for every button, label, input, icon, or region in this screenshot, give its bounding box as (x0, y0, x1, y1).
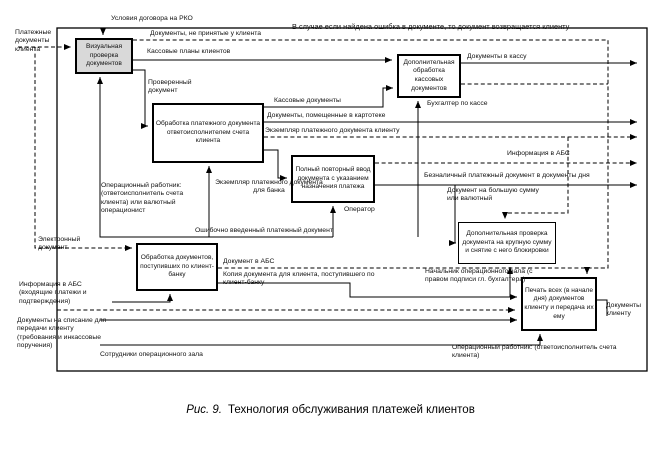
label-op-worker-short: Операционный работник: (ответоисполнитель счета клиента) (452, 344, 617, 360)
box-cash-docs-processing: Дополнительная обработка кассовых документов (397, 54, 461, 98)
label-info-abs-incoming: Информация в АБС (входящие платежи и подтверждения) (19, 281, 87, 305)
label-copy-client-bank: Копия документа для клиента, поступившего по клиент-банку (223, 271, 375, 287)
figure-number: Рис. 9. (186, 404, 222, 416)
label-chief-of-hall: Начальник операционного зала (с правом подписи гл. бухгалтера) (425, 268, 533, 284)
box-large-sum-check: Дополнительная проверка документа на крупную сумму и снятие с него блокировки (458, 222, 556, 264)
label-payment-docs: Платежные документы клиента (15, 29, 52, 53)
label-op-worker-full: Операционный работник: (ответоисполнитель счета клиента) или валютный операционист (101, 182, 184, 214)
label-cash-docs: Кассовые документы (274, 97, 341, 104)
error-return-note: В случае если найдена ошибка в документе, то документ возвращается клиенту (292, 22, 570, 31)
label-operator: Оператор (344, 206, 375, 213)
box-print-all: Печать всех (в начале дня) документов клиенту и передача их ему (521, 277, 597, 331)
box-visual-check: Визуальная проверка документов (75, 38, 133, 74)
box-client-bank-processing: Обработка документов, поступивших по клиент-банку (136, 243, 218, 291)
label-cash-plans: Кассовые планы клиентов (147, 48, 231, 55)
label-cash-accountant: Бухгалтер по кассе (427, 100, 488, 107)
label-docs-not-accepted: Документы, не принятые у клиента (150, 30, 262, 37)
figure-title: Технология обслуживания платежей клиентов (228, 404, 475, 416)
label-large-sum-doc: Документ на большую сумму или валютный (447, 187, 539, 203)
label-docs-to-cash: Документы в кассу (467, 53, 527, 60)
label-doc-copy-bank: Экземпляр платежного документа для банка (215, 179, 323, 195)
label-doc-abs: Документ в АБС (223, 258, 275, 265)
label-rko-terms: Условия договора на РКО (111, 15, 193, 22)
label-docs-writeoff: Документы на списание для передачи клиенту (требования и инкассовые поручения) (17, 317, 107, 349)
label-erroneous-doc: Ошибочно введенный платежный документ (195, 227, 333, 234)
label-docs-to-client: Документы клиенту (606, 302, 642, 318)
box-payment-processing: Обработка платежного документа ответоисполнителем счета клиента (152, 103, 264, 163)
label-electronic-doc: Электронный документ (38, 236, 81, 252)
label-info-abs: Информация в АБС (507, 150, 570, 157)
box-full-reinput: Полный повторный ввод документа с указанием назначения платежа (291, 155, 375, 203)
label-cashless-doc: Безналичный платежный документ в документы дня (424, 172, 590, 179)
label-doc-copy-client: Экземпляр платежного документа клиенту (265, 127, 400, 134)
label-hall-staff: Сотрудники операционного зала (100, 351, 203, 358)
label-docs-in-card-file: Документы, помещенные в картотеке (267, 112, 386, 119)
figure-caption (0, 404, 661, 416)
label-checked-doc: Проверенный документ (148, 79, 192, 95)
